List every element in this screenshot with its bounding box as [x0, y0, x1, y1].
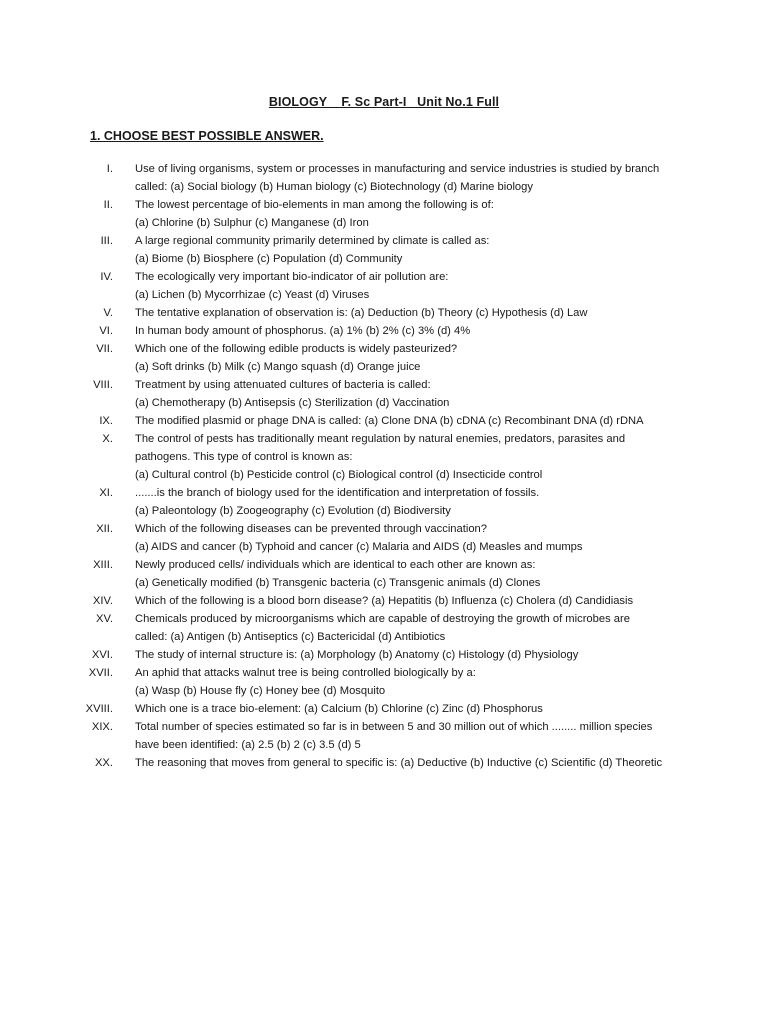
question-text — [135, 340, 695, 376]
question-text — [135, 556, 695, 592]
question-line: Which one is a trace bio-element: (a) Calcium (b) Chlorine (c) Zinc (d) Phosphorus — [135, 703, 543, 715]
question-line: pathogens. This type of control is known as: — [135, 451, 353, 463]
question-line: (a) Soft drinks (b) Milk (c) Mango squash (d) Orange juice — [135, 361, 421, 373]
question-number: XIX. — [91, 721, 113, 733]
question-number: XII. — [96, 523, 113, 535]
question-item — [0, 376, 768, 412]
question-line: The ecologically very important bio-indicator of air pollution are: — [135, 271, 449, 283]
question-list — [0, 160, 768, 772]
question-item — [0, 754, 768, 772]
question-line: The modified plasmid or phage DNA is called: (a) Clone DNA (b) cDNA (c) Recombinant DNA (d) rDNA — [135, 415, 644, 427]
question-line: (a) Wasp (b) House fly (c) Honey bee (d) Mosquito — [135, 685, 386, 697]
question-number: VII. — [96, 343, 113, 355]
question-text — [135, 520, 695, 556]
question-number: V. — [103, 307, 113, 319]
question-line: Which one of the following edible products is widely pasteurized? — [135, 343, 458, 355]
question-number: XVI. — [91, 649, 113, 661]
question-line: (a) Paleontology (b) Zoogeography (c) Evolution (d) Biodiversity — [135, 505, 451, 517]
question-text — [135, 484, 695, 520]
question-line: In human body amount of phosphorus. (a) 1% (b) 2% (c) 3% (d) 4% — [135, 325, 471, 337]
question-line: Use of living organisms, system or processes in manufacturing and service industries is studied by branch — [135, 163, 660, 175]
question-number: X. — [102, 433, 113, 445]
question-text — [135, 646, 695, 664]
question-text — [135, 718, 695, 754]
question-line: The control of pests has traditionally meant regulation by natural enemies, predators, parasites and — [135, 433, 626, 445]
question-number: III. — [100, 235, 113, 247]
question-number: XIII. — [93, 559, 113, 571]
question-text — [135, 700, 695, 718]
question-item — [0, 646, 768, 664]
question-text — [135, 430, 695, 484]
question-line: (a) AIDS and cancer (b) Typhoid and cancer (c) Malaria and AIDS (d) Measles and mumps — [135, 541, 583, 553]
question-text — [135, 592, 695, 610]
question-text — [135, 754, 695, 772]
question-item — [0, 610, 768, 646]
question-line: A large regional community primarily determined by climate is called as: — [135, 235, 490, 247]
question-item — [0, 664, 768, 700]
question-number: XV. — [95, 613, 113, 625]
question-item — [0, 322, 768, 340]
question-number: XX. — [94, 757, 113, 769]
question-item — [0, 484, 768, 520]
question-line: (a) Chemotherapy (b) Antisepsis (c) Sterilization (d) Vaccination — [135, 397, 450, 409]
question-item — [0, 232, 768, 268]
question-number: XI. — [99, 487, 113, 499]
question-line: An aphid that attacks walnut tree is being controlled biologically by a: — [135, 667, 476, 679]
question-number: VI. — [99, 325, 113, 337]
question-text — [135, 196, 695, 232]
question-text — [135, 232, 695, 268]
question-text — [135, 610, 695, 646]
question-text — [135, 664, 695, 700]
question-item — [0, 718, 768, 754]
question-line: (a) Biome (b) Biosphere (c) Population (d) Community — [135, 253, 403, 265]
question-item — [0, 340, 768, 376]
question-number: VIII. — [93, 379, 113, 391]
question-line: (a) Lichen (b) Mycorrhizae (c) Yeast (d) Viruses — [135, 289, 370, 301]
question-line: The study of internal structure is: (a) Morphology (b) Anatomy (c) Histology (d) Physiology — [135, 649, 579, 661]
question-item — [0, 160, 768, 196]
question-line: (a) Chlorine (b) Sulphur (c) Manganese (d) Iron — [135, 217, 369, 229]
question-line: (a) Genetically modified (b) Transgenic bacteria (c) Transgenic animals (d) Clones — [135, 577, 541, 589]
question-text — [135, 268, 695, 304]
question-line: Total number of species estimated so far is in between 5 and 30 million out of which ........ million species — [135, 721, 653, 733]
question-line: Newly produced cells/ individuals which are identical to each other are known as: — [135, 559, 536, 571]
question-text — [135, 376, 695, 412]
question-item — [0, 592, 768, 610]
question-text — [135, 160, 695, 196]
question-item — [0, 556, 768, 592]
question-number: XVII. — [88, 667, 113, 679]
question-line: (a) Cultural control (b) Pesticide control (c) Biological control (d) Insecticide control — [135, 469, 543, 481]
question-line: have been identified: (a) 2.5 (b) 2 (c) 3.5 (d) 5 — [135, 739, 361, 751]
question-line: The reasoning that moves from general to specific is: (a) Deductive (b) Inductive (c) Scientific (d) Theoretic — [135, 757, 663, 769]
question-line: called: (a) Social biology (b) Human biology (c) Biotechnology (d) Marine biology — [135, 181, 533, 193]
question-text — [135, 322, 695, 340]
question-number: IV. — [100, 271, 113, 283]
question-item — [0, 196, 768, 232]
question-line: .......is the branch of biology used for the identification and interpretation of fossils. — [135, 487, 540, 499]
question-line: Treatment by using attenuated cultures of bacteria is called: — [135, 379, 431, 391]
question-item — [0, 430, 768, 484]
question-line: Chemicals produced by microorganisms which are capable of destroying the growth of microbes are — [135, 613, 630, 625]
question-line: The lowest percentage of bio-elements in man among the following is of: — [135, 199, 494, 211]
question-text — [135, 412, 695, 430]
question-item — [0, 268, 768, 304]
section-heading: 1. CHOOSE BEST POSSIBLE ANSWER. — [90, 129, 324, 143]
question-item — [0, 700, 768, 718]
question-item — [0, 412, 768, 430]
question-item — [0, 520, 768, 556]
question-number: II. — [103, 199, 113, 211]
question-number: XIV. — [92, 595, 113, 607]
question-line: The tentative explanation of observation is: (a) Deduction (b) Theory (c) Hypothesis (d) Law — [135, 307, 588, 319]
question-number: XVIII. — [85, 703, 113, 715]
document-title: BIOLOGY F. Sc Part-I Unit No.1 Full — [268, 95, 500, 109]
question-line: Which of the following diseases can be prevented through vaccination? — [135, 523, 488, 535]
question-line: called: (a) Antigen (b) Antiseptics (c) Bactericidal (d) Antibiotics — [135, 631, 446, 643]
question-line: Which of the following is a blood born disease? (a) Hepatitis (b) Influenza (c) Cholera (d) Candidiasis — [135, 595, 634, 607]
question-number: I. — [106, 163, 113, 175]
question-item — [0, 304, 768, 322]
question-text — [135, 304, 695, 322]
question-number: IX. — [99, 415, 113, 427]
